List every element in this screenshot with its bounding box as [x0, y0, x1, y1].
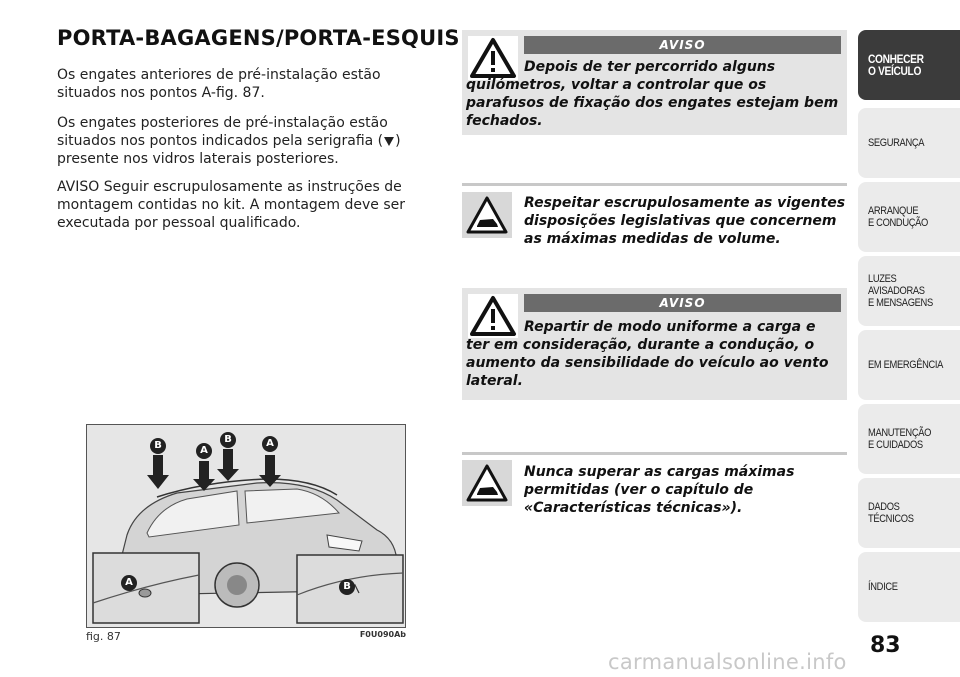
chapter-tab[interactable] [858, 330, 960, 400]
paragraph-rear-mounts-end: ) presente nos vidros laterais posteriores. [57, 133, 401, 167]
chapter-tab-label: CONHECER O VEÍCULO [868, 52, 924, 78]
chapter-tab-label: ARRANQUE E CONDUÇÃO [868, 205, 928, 229]
paragraph-rear-mounts [57, 114, 442, 168]
chapter-tab[interactable] [858, 30, 960, 100]
page-title: PORTA-BAGAGENS/PORTA-ESQUIS [57, 26, 460, 50]
figure-caption-label: fig. 87 [86, 630, 121, 643]
info-text-volume: Respeitar escrupulosamente as vigentes disposições legislativas que concernem as máximas medidas de volume. [524, 195, 846, 247]
warning-header: AVISO [524, 294, 841, 312]
warning-text: Repartir de modo uniforme a carga e ter em consideração, durante a condução, o aumento da sensibilidade do veículo ao vento lateral. [466, 319, 829, 389]
label-a-left: A [196, 443, 212, 459]
label-b-right: B [220, 432, 236, 448]
chapter-tab[interactable] [858, 256, 960, 326]
divider [462, 452, 847, 455]
chapter-tab-label: DADOS TÉCNICOS [868, 501, 914, 525]
warning-box-load [462, 288, 847, 400]
paragraph-rear-mounts-start: Os engates posteriores de pré-instalação estão situados nos pontos indicados pela serigrafia ( [57, 115, 388, 149]
car-illustration [87, 425, 406, 628]
paragraph-warning-kit: AVISO Seguir escrupulosamente as instruções de montagem contidas no kit. A montagem deve ser executada por pessoal qualificado. [57, 179, 406, 231]
chapter-tab-label: ÍNDICE [868, 581, 898, 593]
label-b-left: B [150, 438, 166, 454]
chapter-tab-label: SEGURANÇA [868, 137, 925, 149]
chapter-tab[interactable] [858, 552, 960, 622]
inset-label-b: B [339, 579, 355, 595]
watermark: carmanualsonline.info [608, 650, 847, 674]
chapter-tab[interactable] [858, 108, 960, 178]
chapter-tab[interactable] [858, 182, 960, 252]
figure-caption [86, 630, 406, 643]
figure-roof-rack-mounts [86, 424, 406, 628]
warning-header: AVISO [524, 36, 841, 54]
warning-box-bolts [462, 30, 847, 135]
chapter-tab-label: LUZES AVISADORAS E MENSAGENS [868, 273, 933, 309]
serigraphy-triangle-icon [384, 137, 394, 146]
chapter-tab-label: EM EMERGÊNCIA [868, 359, 944, 371]
car-load-triangle-icon [462, 192, 512, 238]
figure-code: F0U090Ab [359, 630, 406, 639]
chapter-tab[interactable] [858, 404, 960, 474]
chapter-tab[interactable] [858, 478, 960, 548]
page-number: 83 [870, 633, 901, 658]
divider [462, 183, 847, 186]
warning-text: Depois de ter percorrido alguns quilómetros, voltar a controlar que os parafusos de fixação dos engates estejam bem fechados. [466, 59, 839, 129]
chapter-tab-label: MANUTENÇÃO E CUIDADOS [868, 427, 932, 451]
inset-label-a: A [121, 575, 137, 591]
car-load-triangle-icon [462, 460, 512, 506]
paragraph-front-mounts: Os engates anteriores de pré-instalação estão situados nos pontos A-fig. 87. [57, 67, 381, 101]
info-text-max-load: Nunca superar as cargas máximas permitidas (ver o capítulo de «Características técnicas»). [524, 464, 795, 516]
label-a-right: A [262, 436, 278, 452]
